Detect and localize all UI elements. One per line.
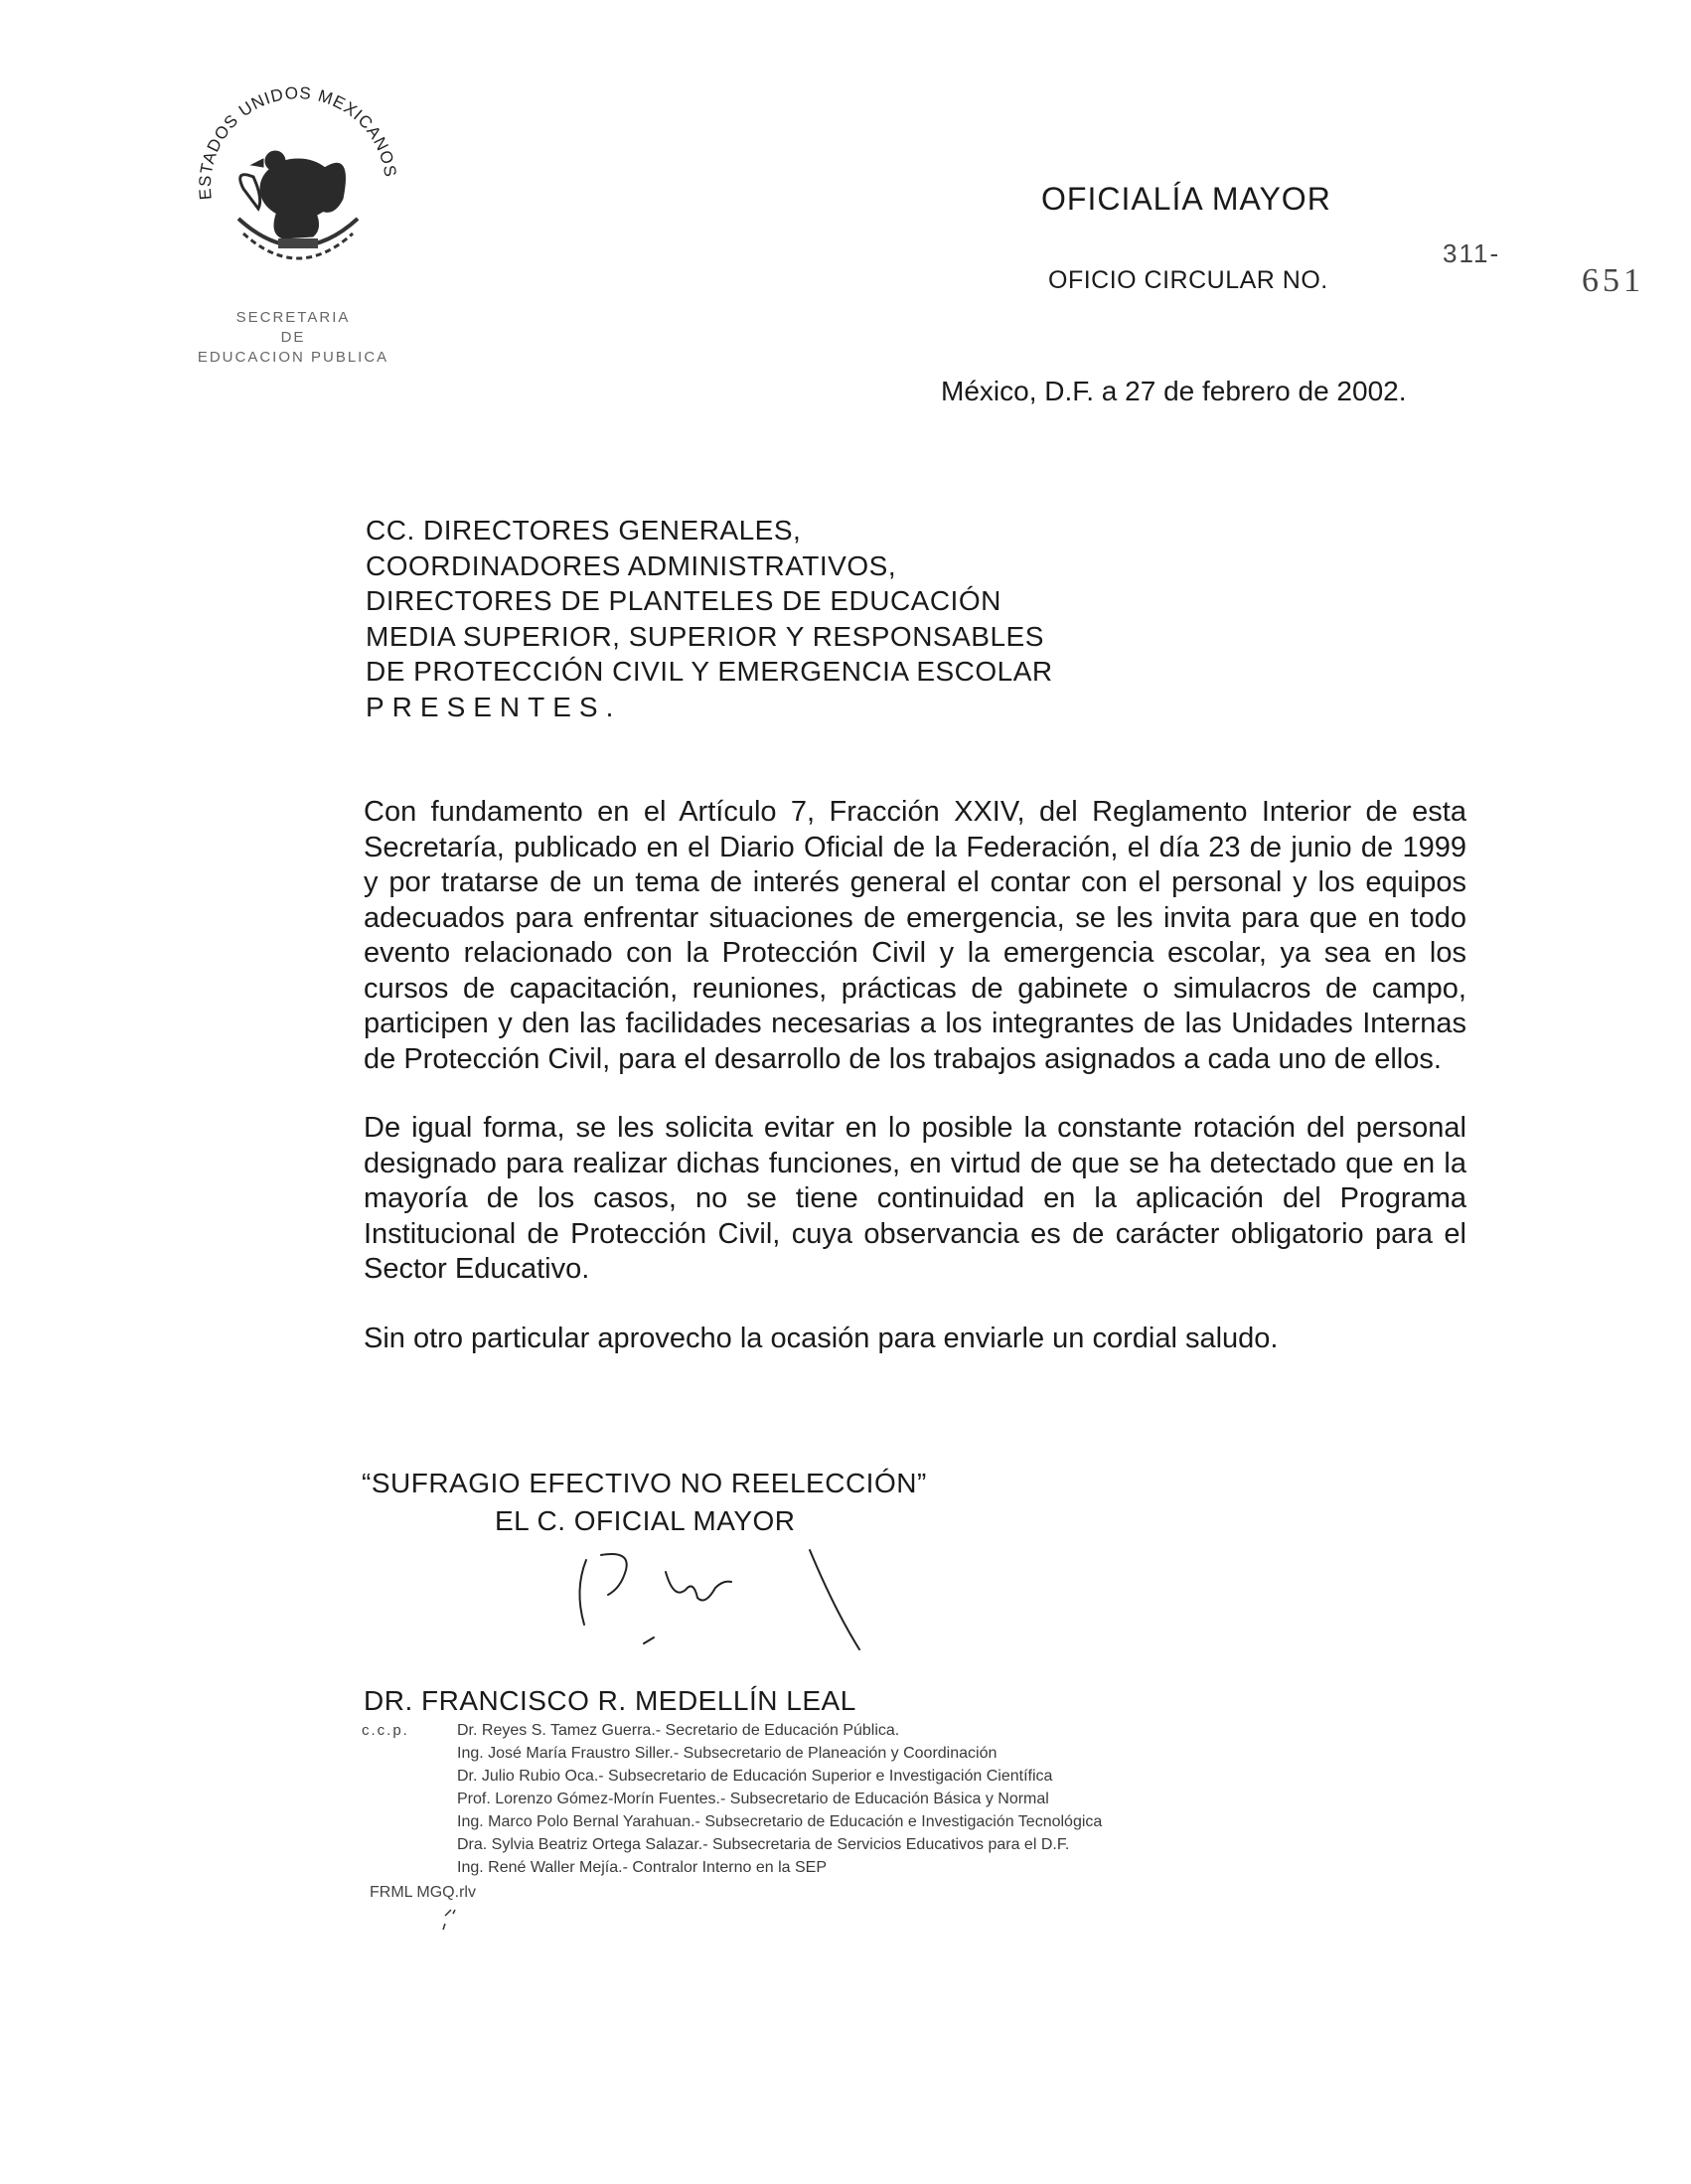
ccp-label: c.c.p. — [362, 1722, 409, 1739]
addressee-line: MEDIA SUPERIOR, SUPERIOR Y RESPONSABLES — [366, 620, 1044, 652]
seal-caption — [149, 308, 437, 368]
body-paragraph: Con fundamento en el Artículo 7, Fracción XXIV, del Reglamento Interior de esta Secretaría, publicado en el Diario Oficial de la Federación, el día 23 de junio de 1999 y por tratarse de un tema de interés general el contar con el personal y los equipos adecuados para enfrentar situaciones de emergencia, se les invita para que en todo evento relacionado con la Protección Civil y la emergencia escolar, ya sea en los cursos de capacitación, reuniones, prácticas de gabinete o simulacros de campo, participen y den las facilidades necesarias a los integrantes de las Unidades Internas de Protección Civil, para el desarrollo de los trabajos asignados a cada uno de ellos. — [364, 796, 1466, 1075]
place-date: México, D.F. a 27 de febrero de 2002. — [941, 376, 1407, 406]
circular-number: 651 — [1582, 262, 1644, 299]
cc-recipient: Prof. Lorenzo Gómez-Morín Fuentes.- Subsecretario de Educación Básica y Normal — [457, 1791, 1049, 1807]
circular-label: OFICIO CIRCULAR NO. — [1048, 266, 1328, 294]
addressee-line: COORDINADORES ADMINISTRATIVOS, — [366, 549, 897, 581]
cc-list — [457, 1719, 1102, 1879]
motto: “SUFRAGIO EFECTIVO NO REELECCIÓN” — [362, 1468, 927, 1498]
cc-recipient: Dra. Sylvia Beatriz Ortega Salazar.- Subsecretaria de Servicios Educativos para el D.F. — [457, 1836, 1070, 1853]
signer-title: EL C. OFICIAL MAYOR — [495, 1505, 796, 1536]
addressee-line: DIRECTORES DE PLANTELES DE EDUCACIÓN — [366, 585, 1001, 616]
addressee-block — [366, 513, 1200, 724]
office-title: OFICIALÍA MAYOR — [1041, 181, 1331, 217]
letter-body — [364, 795, 1466, 1390]
typist-initials: FRML MGQ.rlv — [370, 1884, 476, 1901]
seal-caption-line-3: EDUCACION PUBLICA — [197, 349, 389, 366]
body-paragraph: De igual forma, se les solicita evitar en lo posible la constante rotación del personal designado para realizar dichas funciones, en virtud de que se ha detectado que en la mayoría de los casos, no se tiene continuidad en la aplicación del Programa Institucional de Protección Civil, cuya observancia es de carácter obligatorio para el Sector Educativo. — [364, 1112, 1466, 1285]
cc-recipient: Ing. José María Fraustro Siller.- Subsecretario de Planeación y Coordinación — [457, 1745, 998, 1762]
handwritten-signature — [556, 1510, 874, 1679]
pen-mark — [437, 1906, 477, 1955]
presentes-line: PRESENTES. — [366, 691, 622, 722]
addressee-line: DE PROTECCIÓN CIVIL Y EMERGENCIA ESCOLAR — [366, 656, 1053, 687]
signer-name: DR. FRANCISCO R. MEDELLÍN LEAL — [364, 1685, 856, 1716]
seal-text: ESTADOS UNIDOS MEXICANOS — [195, 82, 400, 201]
body-paragraph: Sin otro particular aprovecho la ocasión para enviarle un cordial saludo. — [364, 1322, 1279, 1354]
cc-recipient: Dr. Julio Rubio Oca.- Subsecretario de Educación Superior e Investigación Científica — [457, 1768, 1053, 1785]
seal-caption-line-2: DE — [280, 329, 306, 346]
seal-caption-line-1: SECRETARIA — [235, 309, 351, 326]
cc-recipient: Dr. Reyes S. Tamez Guerra.- Secretario de Educación Pública. — [457, 1722, 900, 1739]
addressee-line: CC. DIRECTORES GENERALES, — [366, 515, 802, 546]
circular-number-prefix: 311- — [1443, 238, 1501, 268]
cc-recipient: Ing. Marco Polo Bernal Yarahuan.- Subsecretario de Educación e Investigación Tecnológica — [457, 1813, 1103, 1830]
cc-recipient: Ing. René Waller Mejía.- Contralor Interno en la SEP — [457, 1859, 828, 1876]
national-seal-icon — [184, 70, 412, 298]
